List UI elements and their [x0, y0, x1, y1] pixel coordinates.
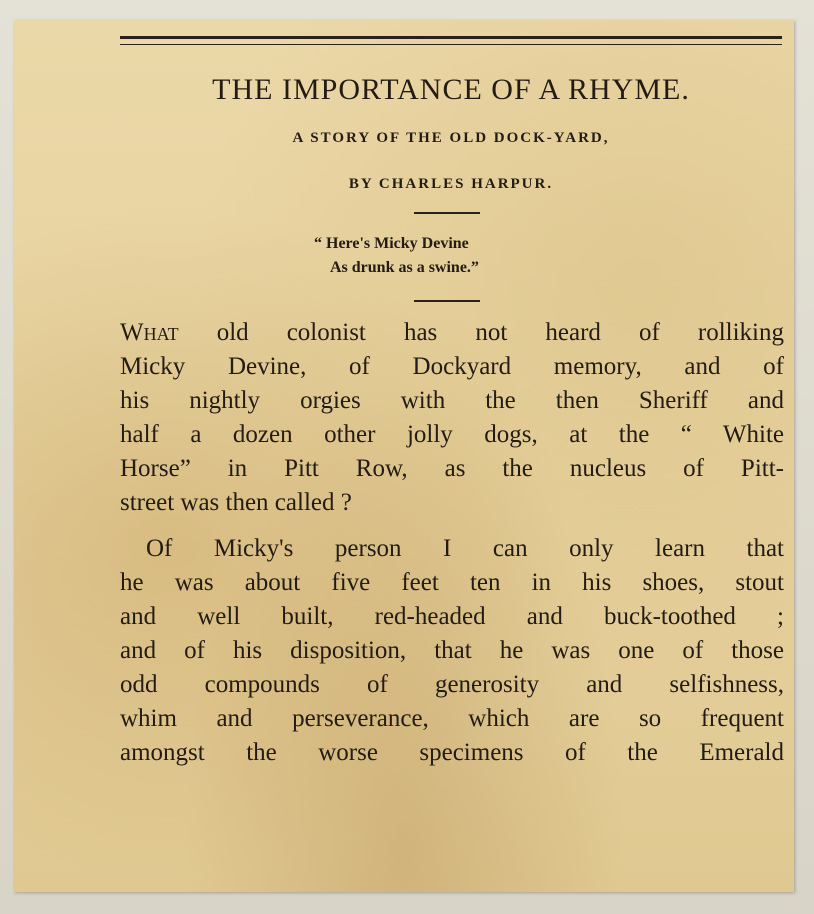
paragraph-line: whim and perseverance, which are so frequent	[120, 705, 784, 732]
divider-rule	[414, 300, 480, 302]
paragraph-line: half a dozen other jolly dogs, at the “ White	[120, 421, 784, 448]
paragraph-line: Horse” in Pitt Row, as the nucleus of Pitt-	[120, 455, 784, 482]
paragraph-lead: What	[120, 319, 179, 346]
article-byline: BY CHARLES HARPUR.	[348, 176, 554, 192]
top-rule-thin	[120, 44, 782, 45]
paragraph-line: and of his disposition, that he was one of those	[120, 637, 784, 664]
divider-rule	[414, 212, 480, 214]
paragraph-line: odd compounds of generosity and selfishness,	[120, 671, 784, 698]
paragraph-line: he was about five feet ten in his shoes, stout	[120, 569, 784, 596]
paragraph-line: amongst the worse specimens of the Emerald	[120, 739, 784, 766]
paragraph-line: Micky Devine, of Dockyard memory, and of	[120, 353, 784, 380]
article-title: THE IMPORTANCE OF A RHYME.	[212, 73, 690, 106]
paragraph-line: and well built, red-headed and buck-toothed ;	[120, 603, 784, 630]
epigraph	[314, 232, 634, 280]
paragraph-line: What old colonist has not heard of rolliking	[120, 319, 784, 346]
paragraph-line: Of Micky's person I can only learn that	[146, 535, 784, 562]
epigraph-line: “ Here's Micky Devine	[314, 235, 469, 252]
epigraph-line: As drunk as a swine.”	[330, 259, 479, 276]
paragraph	[120, 532, 784, 770]
paragraph-line: his nightly orgies with the then Sheriff and	[120, 387, 784, 414]
newspaper-clipping	[14, 20, 794, 892]
top-rule-thick	[120, 36, 782, 39]
paragraph	[120, 316, 784, 520]
article-subtitle: A STORY OF THE OLD DOCK-YARD,	[292, 130, 610, 146]
paragraph-line: street was then called ?	[120, 489, 352, 516]
article-body	[120, 316, 784, 770]
